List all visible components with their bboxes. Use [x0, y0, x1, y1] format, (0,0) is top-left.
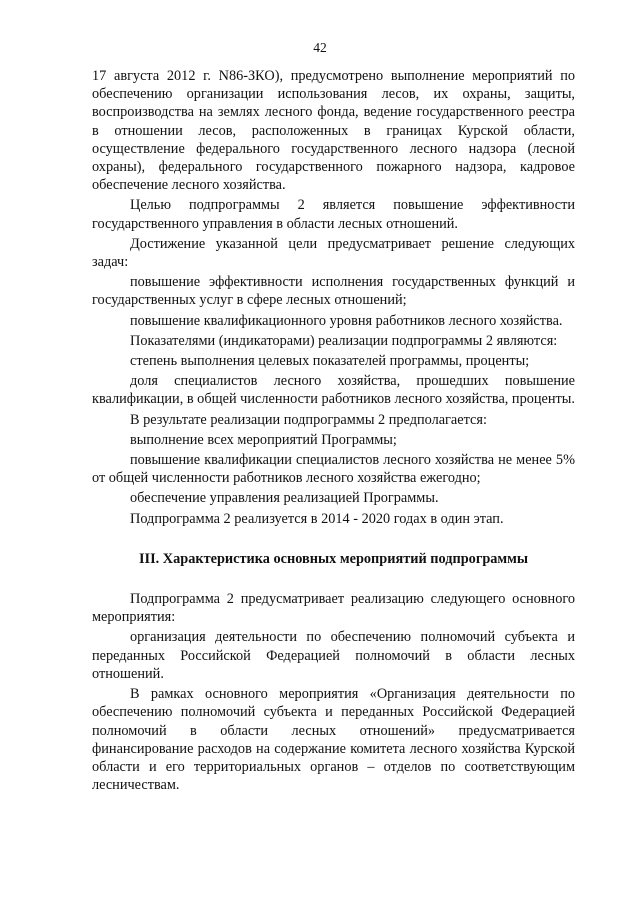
section-heading: III. Характеристика основных мероприятий подпрограммы [138, 550, 529, 567]
paragraph: повышение квалификационного уровня работников лесного хозяйства. [130, 312, 563, 329]
paragraph: В результате реализации подпрограммы 2 предполагается: [130, 411, 487, 428]
paragraph: обеспечение управления реализацией Программы. [130, 490, 439, 507]
paragraph: 17 августа 2012 г. N86-ЗКО), предусмотрено выполнение мероприятий по обеспечению организации использования лесов, их охраны, защиты, воспроизводства на землях лесного фонда, ведение государственного реестра в отношении лесов, расположенных в границах Курской области, осуществление федерального государственного лесного надзора (лесной охраны), федерального государственного пожарного надзора, кадровое обеспечение лесного хозяйства. [92, 68, 575, 194]
page-number: 42 [313, 40, 327, 55]
page-content [92, 67, 575, 794]
paragraph: организация деятельности по обеспечению полномочий субъекта и переданных Российской Федерацией полномочий в области лесных отношений. [92, 629, 575, 682]
paragraph: Целью подпрограммы 2 является повышение эффективности государственного управления в области лесных отношений. [92, 197, 575, 232]
bottom-paragraphs [92, 590, 575, 794]
paragraph: Подпрограмма 2 предусматривает реализацию следующего основного мероприятия: [92, 591, 575, 626]
top-paragraphs [92, 67, 575, 528]
paragraph: повышение квалификации специалистов лесного хозяйства не менее 5% от общей численности работников лесного хозяйства ежегодно; [92, 452, 575, 487]
paragraph: Подпрограмма 2 реализуется в 2014 - 2020 годах в один этап. [130, 510, 504, 527]
paragraph: Показателями (индикаторами) реализации подпрограммы 2 являются: [130, 332, 558, 349]
paragraph: доля специалистов лесного хозяйства, прошедших повышение квалификации, в общей численности работников лесного хозяйства, проценты. [92, 373, 575, 408]
paragraph: В рамках основного мероприятия «Организация деятельности по обеспечению полномочий субъекта и переданных Российской Федерацией полномочий в области лесных отношений» предусматривается финансирование расходов на содержание комитета лесного хозяйства Курской области и его территориальных органов – отделов по соответствующим лесничествам. [92, 686, 575, 794]
paragraph: Достижение указанной цели предусматривает решение следующих задач: [92, 235, 575, 271]
paragraph: степень выполнения целевых показателей программы, проценты; [130, 353, 530, 370]
paragraph: выполнение всех мероприятий Программы; [130, 431, 397, 448]
paragraph: повышение эффективности исполнения государственных функций и государственных услуг в сфере лесных отношений; [92, 274, 575, 309]
